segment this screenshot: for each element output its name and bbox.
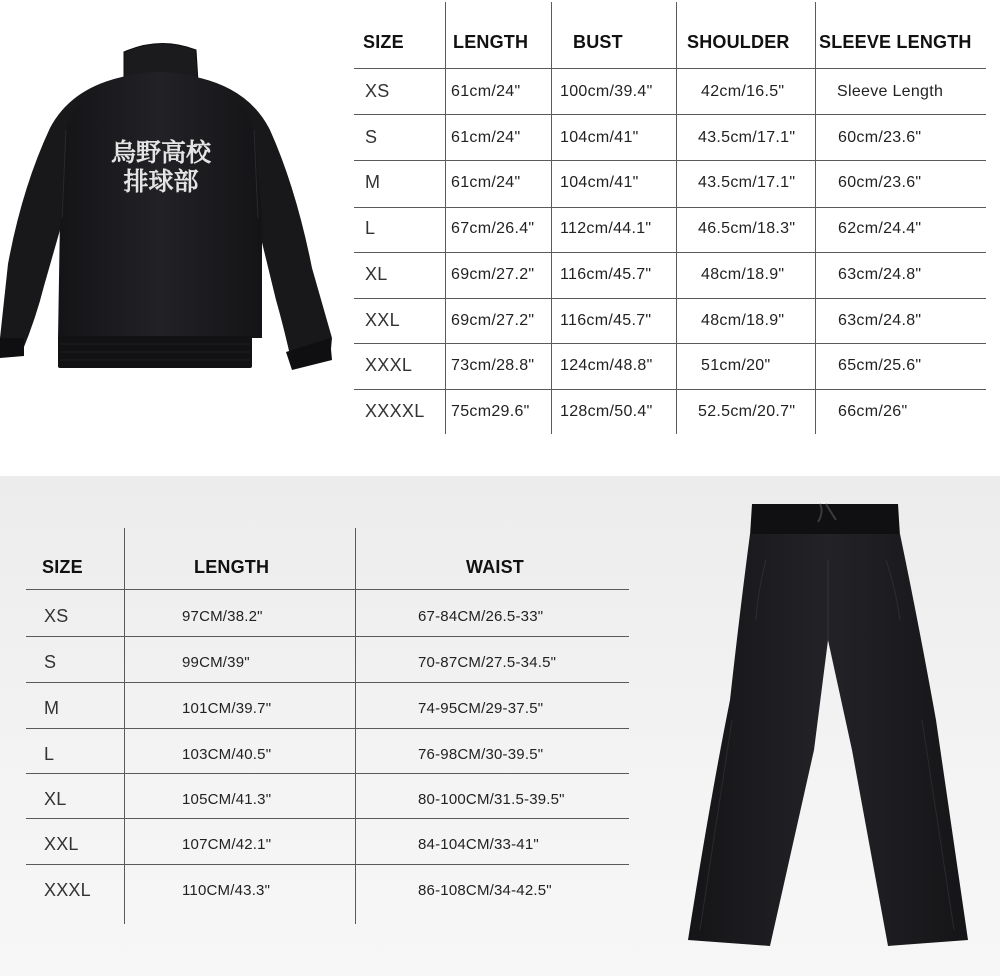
row-divider [354, 114, 986, 115]
value-cell: 69cm/27.2" [451, 265, 535, 283]
value-cell: 80-100CM/31.5-39.5" [418, 791, 565, 808]
row-divider [354, 389, 986, 390]
value-cell: 43.5cm/17.1" [698, 128, 796, 146]
row-divider [354, 68, 986, 69]
header-cell: BUST [573, 32, 623, 52]
value-cell: 100cm/39.4" [560, 83, 653, 100]
value-cell: 60cm/23.6" [838, 128, 922, 146]
value-cell: 60cm/23.6" [838, 174, 922, 192]
size-cell: M [44, 698, 60, 718]
value-cell: 61cm/24" [451, 174, 521, 192]
back-print-line-1: 烏野高校 [110, 138, 211, 167]
value-cell: 110CM/43.3" [182, 882, 271, 899]
value-cell: 74-95CM/29-37.5" [418, 700, 544, 717]
size-cell: XXXL [44, 880, 91, 900]
value-cell: 62cm/24.4" [838, 220, 922, 238]
value-cell: 112cm/44.1" [560, 220, 652, 238]
value-cell: 51cm/20" [701, 357, 771, 375]
value-cell: 66cm/26" [838, 402, 908, 420]
value-cell: 105CM/41.3" [182, 791, 272, 808]
value-cell: 65cm/25.6" [838, 357, 922, 375]
value-cell: 48cm/18.9" [701, 311, 785, 329]
size-cell: S [44, 652, 57, 672]
row-divider [354, 252, 986, 253]
jacket-drawing [0, 38, 335, 370]
header-cell: LENGTH [453, 32, 529, 52]
value-cell: 43.5cm/17.1" [698, 174, 796, 192]
row-divider [26, 589, 629, 590]
value-cell: 97CM/38.2" [182, 608, 263, 625]
value-cell: 52.5cm/20.7" [698, 402, 796, 420]
value-cell: 67cm/26.4" [451, 220, 535, 238]
value-cell: 107CM/42.1" [182, 836, 272, 853]
back-print-text [105, 138, 217, 196]
value-cell: 104cm/41" [560, 128, 639, 146]
value-cell: 63cm/24.8" [838, 311, 922, 329]
row-divider [354, 160, 986, 161]
jacket-image [0, 38, 335, 370]
pants-drawing [686, 500, 971, 952]
column-divider [676, 2, 677, 434]
value-cell: 128cm/50.4" [560, 402, 653, 420]
row-divider [26, 864, 629, 865]
column-divider [551, 2, 552, 434]
size-cell: L [44, 744, 55, 764]
value-cell: 63cm/24.8" [838, 265, 922, 283]
value-cell: 76-98CM/30-39.5" [418, 746, 544, 763]
row-divider [26, 773, 629, 774]
value-cell: Sleeve Length [837, 83, 944, 100]
value-cell: 73cm/28.8" [451, 357, 535, 375]
value-cell: 48cm/18.9" [701, 265, 785, 283]
value-cell: 116cm/45.7" [560, 311, 652, 329]
back-print-line-2: 排球部 [123, 167, 199, 196]
value-cell: 84-104CM/33-41" [418, 836, 539, 853]
value-cell: 70-87CM/27.5-34.5" [418, 654, 557, 671]
value-cell: 103CM/40.5" [182, 746, 272, 763]
jacket-size-table [354, 0, 986, 436]
value-cell: 61cm/24" [451, 83, 521, 100]
header-cell: LENGTH [194, 557, 270, 577]
size-cell: XL [44, 789, 67, 809]
value-cell: 75cm29.6" [451, 402, 530, 420]
row-divider [26, 818, 629, 819]
value-cell: 86-108CM/34-42.5" [418, 882, 552, 899]
size-cell: L [365, 218, 376, 239]
row-divider [26, 728, 629, 729]
column-divider [815, 2, 816, 434]
size-cell: XXL [44, 834, 79, 854]
header-cell: SHOULDER [687, 32, 790, 52]
row-divider [354, 207, 986, 208]
value-cell: 67-84CM/26.5-33" [418, 608, 544, 625]
value-cell: 42cm/16.5" [701, 83, 785, 100]
value-cell: 61cm/24" [451, 128, 521, 146]
size-cell: S [365, 126, 378, 147]
size-cell: M [365, 172, 381, 193]
column-divider [445, 2, 446, 434]
value-cell: 99CM/39" [182, 654, 250, 671]
pants-image [686, 500, 971, 952]
value-cell: 124cm/48.8" [560, 357, 653, 375]
header-cell: SLEEVE LENGTH [819, 32, 972, 52]
pants-size-table [26, 528, 630, 924]
value-cell: 69cm/27.2" [451, 311, 535, 329]
row-divider [354, 298, 986, 299]
row-divider [354, 343, 986, 344]
size-cell: XS [44, 606, 69, 626]
value-cell: 46.5cm/18.3" [698, 220, 796, 238]
size-cell: XL [365, 263, 388, 284]
header-cell: SIZE [363, 32, 404, 52]
size-cell: XXXXL [365, 400, 425, 421]
row-divider [26, 682, 629, 683]
header-cell: WAIST [466, 557, 524, 577]
value-cell: 104cm/41" [560, 174, 639, 192]
value-cell: 101CM/39.7" [182, 700, 272, 717]
value-cell: 116cm/45.7" [560, 265, 652, 283]
size-cell: XS [365, 81, 390, 101]
size-cell: XXXL [365, 355, 413, 376]
header-cell: SIZE [42, 557, 83, 577]
row-divider [26, 636, 629, 637]
size-cell: XXL [365, 309, 400, 330]
